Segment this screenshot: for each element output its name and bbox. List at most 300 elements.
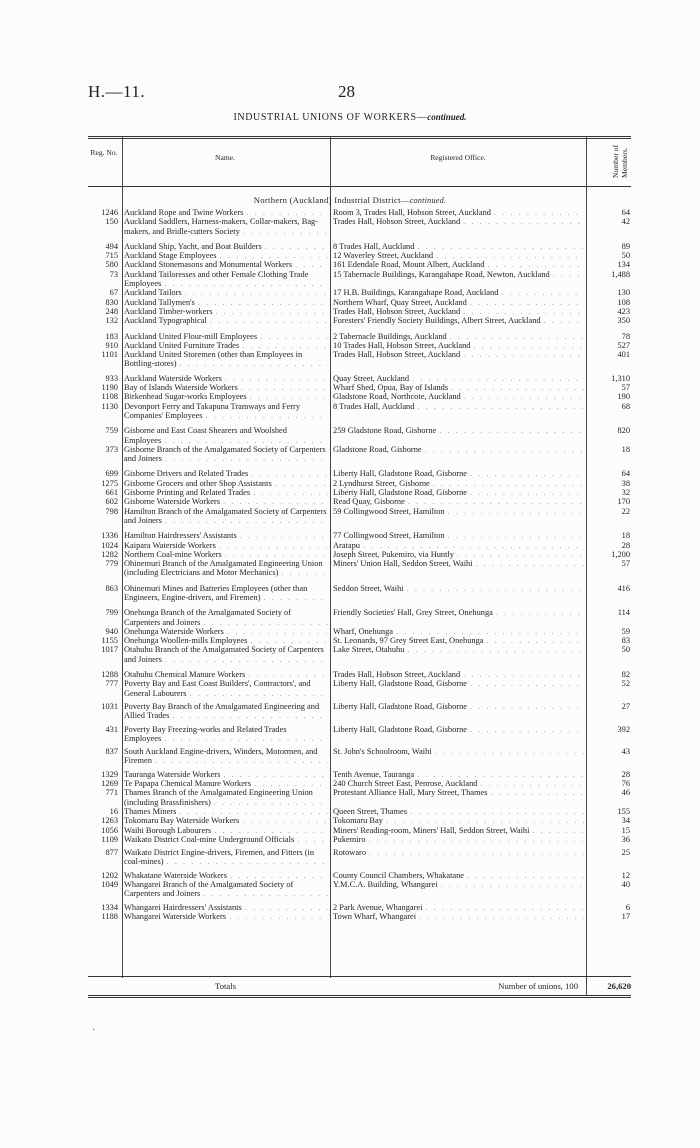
union-name <box>122 251 328 260</box>
union-name-text: Hamilton Hairdressers' Assistants <box>124 531 240 540</box>
member-count: 57 <box>621 559 630 569</box>
registered-office-text: Miners' Reading-room, Miners' Hall, Seddon Street, Waihi <box>333 826 532 835</box>
registered-office-text: Liberty Hall, Gladstone Road, Gisborne <box>333 488 470 497</box>
union-name <box>122 702 328 721</box>
registered-office-text: Rotowaro <box>333 848 369 857</box>
union-name-text: Auckland Stage Employees <box>124 251 220 260</box>
union-name <box>122 903 328 912</box>
member-count: 190 <box>617 392 630 402</box>
union-name-text: Waihi Borough Labourers <box>124 826 214 835</box>
member-count: 423 <box>617 306 630 316</box>
union-name <box>122 350 328 369</box>
registered-office-text: Aratapu <box>333 541 363 550</box>
registered-office <box>328 670 584 679</box>
registered-office-text: 259 Gladstone Road, Gisborne <box>333 426 439 435</box>
member-count: 134 <box>617 260 630 270</box>
member-count: 18 <box>621 444 630 454</box>
member-count: 42 <box>621 217 630 227</box>
reg-number: 837 <box>105 747 118 757</box>
union-name <box>122 871 328 880</box>
union-name <box>122 550 328 559</box>
table-title-suffix: continued. <box>427 112 467 122</box>
member-count: 22 <box>621 506 630 516</box>
member-count: 40 <box>621 880 630 889</box>
union-name-text: Whangarei Hairdressers' Assistants <box>124 903 245 912</box>
registered-office <box>328 208 584 217</box>
reg-number: 1056 <box>101 825 118 835</box>
union-name <box>122 208 328 217</box>
union-name-text: Waikato District Engine-drivers, Firemen, and Fitters (in coal-mines) <box>124 848 315 867</box>
member-count: 46 <box>621 788 630 798</box>
member-count: 50 <box>621 645 630 655</box>
registered-office <box>328 584 584 593</box>
union-name <box>122 383 328 392</box>
union-name-text: Waikato District Coal-mine Underground Officials <box>124 835 297 844</box>
registered-office-text: 12 Waverley Street, Auckland <box>333 251 436 260</box>
registered-office-text: Liberty Hall, Gladstone Road, Gisborne <box>333 702 470 711</box>
reg-number: 798 <box>105 506 118 516</box>
reg-number: 1155 <box>101 636 118 646</box>
header-top-rule <box>88 136 631 139</box>
header-name: Name. <box>214 153 236 162</box>
registered-office-text: Read Quay, Gisborne <box>333 497 408 506</box>
union-name <box>122 541 328 550</box>
union-name-text: Auckland Rope and Twine Workers <box>124 208 246 217</box>
union-name-text: Northern Coal-mine Workers <box>124 550 225 559</box>
table-row <box>88 584 631 603</box>
registered-office-text: 2 Park Avenue, Whangarei <box>333 903 425 912</box>
union-name-text: Auckland Typographical <box>124 316 210 325</box>
reg-number: 1188 <box>101 911 118 921</box>
registered-office <box>328 807 584 816</box>
header-members: Number of Members. <box>611 144 629 178</box>
member-count: 76 <box>621 779 630 789</box>
registered-office <box>328 402 584 411</box>
table-row <box>88 679 631 698</box>
member-count: 155 <box>617 806 630 816</box>
union-name <box>122 507 328 526</box>
union-name-text: Gisborne Grocers and other Shop Assistants <box>124 479 275 488</box>
table-row <box>88 670 631 679</box>
registered-office-text: Joseph Street, Pukemiro, via Huntly <box>333 550 457 559</box>
reg-number: 771 <box>105 788 118 798</box>
table-row <box>88 507 631 526</box>
table-row <box>88 260 631 269</box>
member-count: 1,200 <box>611 549 630 559</box>
union-name <box>122 679 328 698</box>
registered-office <box>328 550 584 559</box>
union-name <box>122 835 328 844</box>
member-count: 17 <box>621 911 630 921</box>
table-row <box>88 298 631 307</box>
union-name <box>122 307 328 316</box>
registered-office-text: Pukemiro <box>333 835 369 844</box>
table-row <box>88 541 631 550</box>
member-count: 416 <box>617 583 630 593</box>
registered-office <box>328 880 584 889</box>
member-count: 1,488 <box>611 269 630 279</box>
union-name-text: Otahuhu Branch of the Amalgamated Society of Carpenters and Joiners <box>124 645 324 664</box>
table-title-text: INDUSTRIAL UNIONS OF WORKERS— <box>233 112 428 123</box>
registered-office <box>328 350 584 359</box>
union-name-text: Ohinemuri Mines and Batteries Employees (other than Engineers, Engine-drivers, and Firemen) <box>124 583 308 602</box>
registered-office <box>328 912 584 921</box>
union-name <box>122 848 328 867</box>
registered-office <box>328 871 584 880</box>
registered-office <box>328 725 584 734</box>
registered-office-text: Queen Street, Thames <box>333 807 410 816</box>
member-count: 820 <box>617 426 630 436</box>
registered-office <box>328 260 584 269</box>
member-count: 32 <box>621 488 630 498</box>
reg-number: 1190 <box>101 383 118 393</box>
totals-bottom-rule <box>88 995 631 998</box>
reg-number: 1049 <box>101 880 118 889</box>
union-name <box>122 445 328 464</box>
union-name <box>122 645 328 664</box>
registered-office-text: Wharf, Onehunga <box>333 627 396 636</box>
reg-number: 1288 <box>101 670 118 680</box>
table-row <box>88 488 631 497</box>
member-count: 64 <box>621 208 630 217</box>
reg-number: 933 <box>105 373 118 383</box>
union-name <box>122 725 328 744</box>
table-row <box>88 747 631 766</box>
registered-office <box>328 307 584 316</box>
totals-members: 26,620 <box>607 981 631 991</box>
union-name-text: Auckland Waterside Workers <box>124 374 225 383</box>
table-row <box>88 636 631 645</box>
union-name-text: Gisborne Printing and Related Trades <box>124 488 253 497</box>
registered-office-text: 59 Collingwood Street, Hamilton <box>333 507 448 516</box>
union-name-text: Gisborne Waterside Workers <box>124 497 223 506</box>
registered-office <box>328 531 584 540</box>
reg-number: 699 <box>105 469 118 479</box>
union-name-text: Auckland United Furniture Trades <box>124 341 242 350</box>
union-name <box>122 488 328 497</box>
member-count: 57 <box>621 383 630 393</box>
reg-number: 1246 <box>101 208 118 217</box>
union-table <box>88 208 631 921</box>
reg-number: 1336 <box>101 531 118 541</box>
member-count: 83 <box>621 636 630 646</box>
reg-number: 779 <box>105 559 118 569</box>
table-row <box>88 645 631 664</box>
registered-office <box>328 445 584 454</box>
registered-office <box>328 332 584 341</box>
totals-row <box>88 981 631 991</box>
reg-number: 863 <box>105 583 118 593</box>
union-name-text: Auckland Stonemasons and Monumental Workers <box>124 260 295 269</box>
union-name <box>122 242 328 251</box>
reg-number: 830 <box>105 297 118 307</box>
member-count: 1,310 <box>611 373 630 383</box>
table-row <box>88 779 631 788</box>
table-row <box>88 816 631 825</box>
registered-office-text: Liberty Hall, Gladstone Road, Gisborne <box>333 725 470 734</box>
union-name <box>122 636 328 645</box>
union-name-text: Auckland Tailoresses and other Female Clothing Trade Employees <box>124 269 309 289</box>
registered-office <box>328 242 584 251</box>
reg-number: 73 <box>109 269 118 279</box>
registered-office <box>328 374 584 383</box>
registered-office-text: 15 Tabernacle Buildings, Karangahape Road, Newton, Auckland <box>333 270 553 279</box>
union-name-text: Poverty Bay Freezing-works and Related Trades Employees <box>124 724 287 743</box>
reg-number: 940 <box>105 626 118 636</box>
table-row <box>88 307 631 316</box>
table-row <box>88 332 631 341</box>
table-row <box>88 725 631 744</box>
reg-number: 373 <box>105 444 118 454</box>
table-row <box>88 807 631 816</box>
registered-office <box>328 383 584 392</box>
union-name <box>122 332 328 341</box>
registered-office-text: Trades Hall, Hobson Street, Auckland <box>333 307 463 316</box>
reg-number: 1269 <box>101 779 118 789</box>
table-row <box>88 316 631 325</box>
union-name-text: Poverty Bay and East Coast Builders', Contractors', and General Labourers <box>124 679 311 698</box>
table-row <box>88 242 631 251</box>
union-name-text: Otahuhu Chemical Manure Workers <box>124 670 248 679</box>
registered-office-text: 161 Edendale Road, Mount Albert, Auckland <box>333 260 487 269</box>
member-count: 392 <box>617 724 630 734</box>
union-name <box>122 807 328 816</box>
reg-number: 580 <box>105 260 118 270</box>
registered-office <box>328 627 584 636</box>
union-name-text: Gisborne Drivers and Related Trades <box>124 469 251 478</box>
registered-office-text: 17 H.B. Buildings, Karangahape Road, Auckland <box>333 288 501 297</box>
table-row <box>88 912 631 921</box>
member-count: 28 <box>621 769 630 779</box>
reg-number: 1329 <box>101 769 118 779</box>
union-name-text: Poverty Bay Branch of the Amalgamated Engineering and Allied Trades <box>124 701 320 721</box>
union-name-text: Bay of Islands Waterside Workers <box>124 383 241 392</box>
union-name-text: Thames Branch of the Amalgamated Engineering Union (including Brassfinishers) <box>124 788 313 807</box>
union-name <box>122 497 328 506</box>
table-row <box>88 383 631 392</box>
union-name-text: Tokomaru Bay Waterside Workers <box>124 816 242 825</box>
union-name <box>122 816 328 825</box>
registered-office-text: Trades Hall, Hobson Street, Auckland <box>333 350 463 359</box>
member-count: 28 <box>621 540 630 550</box>
union-name <box>122 779 328 788</box>
reg-number: 1282 <box>101 549 118 559</box>
registered-office <box>328 702 584 711</box>
registered-office-text: 2 Lyndhurst Street, Gisborne <box>333 479 433 488</box>
registered-office-text: Y.M.C.A. Building, Whangarei <box>333 880 441 889</box>
union-name-text: Auckland Saddlers, Harness-makers, Collar-makers, Bag-makers, and Bridle-cutters Society <box>124 217 319 236</box>
union-name-text: Auckland Tallymen's <box>124 298 198 307</box>
member-count: 82 <box>621 670 630 680</box>
reg-number: 877 <box>105 848 118 858</box>
registered-office <box>328 288 584 297</box>
member-count: 6 <box>625 902 630 912</box>
reg-number: 431 <box>105 724 118 734</box>
union-name <box>122 826 328 835</box>
reg-number: 494 <box>105 241 118 251</box>
registered-office-text: Tenth Avenue, Tauranga <box>333 770 417 779</box>
union-name <box>122 341 328 350</box>
registered-office <box>328 217 584 226</box>
reg-number: 715 <box>105 251 118 261</box>
registered-office-text: County Council Chambers, Whakatane <box>333 871 467 880</box>
member-count: 12 <box>621 870 630 880</box>
union-name <box>122 670 328 679</box>
registered-office <box>328 645 584 654</box>
union-name-text: Kaipara Waterside Workers <box>124 541 219 550</box>
union-name <box>122 531 328 540</box>
registered-office <box>328 848 584 857</box>
registered-office-text: Trades Hall, Hobson Street, Auckland <box>333 217 463 226</box>
page-mark: · <box>92 1025 96 1036</box>
registered-office-text: Friendly Societies' Hall, Grey Street, Onehunga <box>333 608 496 617</box>
reg-number: 1017 <box>101 645 118 655</box>
registered-office <box>328 507 584 516</box>
registered-office <box>328 392 584 401</box>
member-count: 38 <box>621 478 630 488</box>
reg-number: 248 <box>105 306 118 316</box>
registered-office-text: Northern Wharf, Quay Street, Auckland <box>333 298 470 307</box>
union-name <box>122 479 328 488</box>
registered-office-text: Protestant Alliance Hall, Mary Street, Thames <box>333 788 491 797</box>
reg-number: 1263 <box>101 816 118 826</box>
table-row <box>88 770 631 779</box>
member-count: 36 <box>621 834 630 844</box>
union-name <box>122 627 328 636</box>
registered-office <box>328 559 584 568</box>
member-count: 527 <box>617 340 630 350</box>
reg-number: 1031 <box>101 701 118 711</box>
member-count: 170 <box>617 497 630 507</box>
union-name-text: Auckland Timber-workers <box>124 307 215 316</box>
table-row <box>88 608 631 627</box>
registered-office <box>328 835 584 844</box>
union-name <box>122 270 328 289</box>
union-name <box>122 402 328 421</box>
union-name-text: Thames Miners <box>124 807 179 816</box>
registered-office-text: 8 Trades Hall, Auckland <box>333 242 417 251</box>
registered-office-text: Wharf Shed, Opua, Bay of Islands <box>333 383 451 392</box>
table-row <box>88 270 631 289</box>
table-row <box>88 826 631 835</box>
registered-office-text: Trades Hall, Hobson Street, Auckland <box>333 670 463 679</box>
union-name-text: Te Papapa Chemical Manure Workers <box>124 779 254 788</box>
union-name-text: Tauranga Waterside Workers <box>124 770 223 779</box>
union-name-text: Onehunga Woollen-mills Employees <box>124 636 250 645</box>
reg-number: 661 <box>105 488 118 498</box>
member-count: 34 <box>621 816 630 826</box>
registered-office <box>328 341 584 350</box>
page-identifier: H.—11. <box>88 82 146 101</box>
table-row <box>88 531 631 540</box>
member-count: 89 <box>621 241 630 251</box>
union-name <box>122 912 328 921</box>
union-name-text: Gisborne Branch of the Amalgamated Society of Carpenters and Joiners <box>124 444 326 464</box>
registered-office-text: 8 Trades Hall, Auckland <box>333 402 417 411</box>
registered-office-text: 2 Tabernacle Buildings, Auckland <box>333 332 450 341</box>
member-count: 25 <box>621 848 630 858</box>
registered-office <box>328 426 584 435</box>
table-row <box>88 392 631 401</box>
table-row <box>88 445 631 464</box>
registered-office <box>328 779 584 788</box>
registered-office-text: Foresters' Friendly Society Buildings, Albert Street, Auckland <box>333 316 544 325</box>
registered-office <box>328 788 584 797</box>
member-count: 130 <box>617 288 630 298</box>
table-row <box>88 880 631 899</box>
reg-number: 132 <box>105 316 118 326</box>
union-name <box>122 584 328 603</box>
district-heading <box>0 195 700 205</box>
member-count: 108 <box>617 297 630 307</box>
union-name-text: Auckland United Flour-mill Employees <box>124 332 260 341</box>
reg-number: 1108 <box>101 392 118 402</box>
registered-office <box>328 608 584 617</box>
member-count: 78 <box>621 331 630 341</box>
registered-office-text: 240 Church Street East, Penrose, Auckland <box>333 779 480 788</box>
table-row <box>88 871 631 880</box>
union-name <box>122 288 328 297</box>
reg-number: 777 <box>105 679 118 689</box>
table-row <box>88 208 631 217</box>
union-name-text: Ohinemuri Branch of the Amalgamated Engineering Union (including Electricians and Motor Mechanics) <box>124 559 323 578</box>
registered-office-text: Liberty Hall, Gladstone Road, Gisborne <box>333 469 470 478</box>
district-label: Northern (Auckland) Industrial District— <box>253 195 410 205</box>
reg-number: 150 <box>105 217 118 227</box>
table-row <box>88 788 631 807</box>
member-count: 43 <box>621 747 630 757</box>
registered-office-text: 77 Collingwood Street, Hamilton <box>333 531 448 540</box>
registered-office-text: Quay Street, Auckland <box>333 374 412 383</box>
table-row <box>88 341 631 350</box>
table-row <box>88 251 631 260</box>
registered-office <box>328 316 584 325</box>
union-name <box>122 770 328 779</box>
registered-office <box>328 270 584 279</box>
union-name <box>122 298 328 307</box>
reg-number: 1275 <box>101 478 118 488</box>
table-row <box>88 426 631 445</box>
registered-office <box>328 479 584 488</box>
registered-office <box>328 679 584 688</box>
totals-union-count: Number of unions, 100 <box>498 981 578 991</box>
union-name <box>122 469 328 478</box>
member-count: 15 <box>621 825 630 835</box>
registered-office-text: Town Wharf, Whangarei <box>333 912 419 921</box>
union-name-text: Gisborne and East Coast Shearers and Woolshed Employees <box>124 426 287 445</box>
member-count: 18 <box>621 531 630 541</box>
reg-number: 799 <box>105 608 118 618</box>
table-row <box>88 559 631 578</box>
table-row <box>88 402 631 421</box>
table-row <box>88 469 631 478</box>
union-name-text: Hamilton Branch of the Amalgamated Society of Carpenters and Joiners <box>124 506 327 525</box>
reg-number: 759 <box>105 426 118 436</box>
registered-office <box>328 469 584 478</box>
member-count: 114 <box>617 608 630 618</box>
table-row <box>88 835 631 844</box>
table-title <box>0 112 700 123</box>
registered-office-text: 10 Trades Hall, Hobson Street, Auckland <box>333 341 473 350</box>
reg-number: 16 <box>109 806 118 816</box>
registered-office-text: Tokomaru Bay <box>333 816 386 825</box>
union-name-text: Devonport Ferry and Takapuna Tramways and Ferry Companies' Employees <box>124 401 301 420</box>
union-name <box>122 374 328 383</box>
member-count: 401 <box>617 350 630 360</box>
reg-number: 1101 <box>101 350 118 360</box>
union-name <box>122 392 328 401</box>
registered-office <box>328 747 584 756</box>
